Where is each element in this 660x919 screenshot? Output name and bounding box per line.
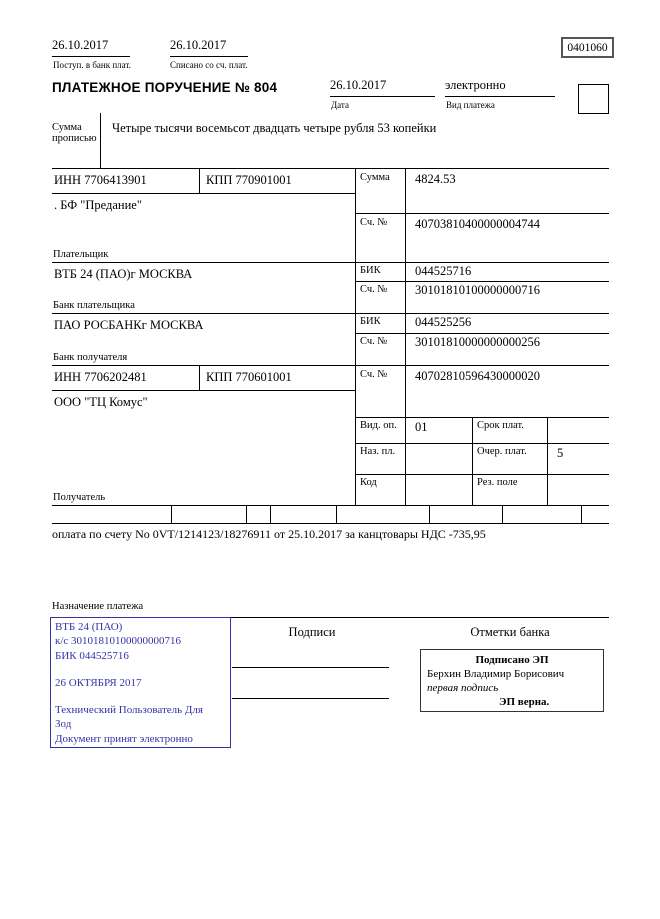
payer-account-value: 40703810400000004744: [415, 217, 540, 231]
op-type-value: 01: [406, 418, 473, 444]
signatures-header: Подписи: [288, 625, 336, 639]
esign-type: первая подпись: [427, 682, 499, 695]
payer-bank-section: [52, 263, 609, 314]
payee-bank-account-label: Сч. №: [356, 334, 406, 365]
payee-bank-name: ПАО РОСБАНКг МОСКВА: [54, 318, 204, 332]
stamp-line: Документ принят электронно: [55, 732, 193, 745]
signature-line-2: [232, 698, 389, 699]
purpose-kind-label: Наз. пл.: [356, 444, 406, 475]
empty-cell: [503, 506, 582, 523]
operation-subtable: [356, 418, 609, 505]
res-field-label: Рез. поле: [473, 475, 548, 505]
payee-bank-bik-value: 044525256: [415, 315, 472, 329]
stamp-line: ВТБ 24 (ПАО): [55, 621, 123, 633]
amount-words-divider: [100, 113, 101, 168]
requisites-strip: [52, 506, 609, 524]
payee-bank-label: Банк получателя: [53, 352, 128, 363]
esign-name: Берхин Владимир Борисович: [427, 668, 565, 681]
stamp-line: Зод: [55, 718, 72, 731]
payer-bank-bik-label: БИК: [356, 263, 406, 281]
stamp-line: 26 ОКТЯБРЯ 2017: [55, 676, 142, 689]
payer-inn: ИНН 7706413901: [52, 169, 200, 193]
payer-bank-name: ВТБ 24 (ПАО)г МОСКВА: [54, 267, 193, 281]
stamp-line: к/с 30101810100000000716: [55, 635, 182, 648]
bank-marks-header: Отметки банка: [470, 625, 550, 639]
esign-box: [420, 649, 604, 712]
payee-section: [52, 366, 609, 506]
payment-type-checkbox: [578, 84, 609, 114]
payer-bank-account-label: Сч. №: [356, 282, 406, 313]
payee-account-label: Сч. №: [356, 366, 406, 417]
debited-date: 26.10.2017: [170, 38, 248, 57]
empty-cell: [582, 506, 609, 523]
payee-bank-section: [52, 314, 609, 366]
payee-name: ООО "ТЦ Комус": [54, 395, 148, 409]
document-title: ПЛАТЕЖНОЕ ПОРУЧЕНИЕ № 804: [52, 80, 278, 95]
payee-label: Получатель: [53, 492, 106, 503]
purpose-kind-value: [406, 444, 473, 475]
payer-account-label: Сч. №: [356, 214, 406, 262]
payer-bank-label: Банк плательщика: [53, 300, 135, 311]
amount-words-label: Сумма прописью: [52, 122, 97, 144]
empty-cell: [271, 506, 337, 523]
payment-type-label: Вид платежа: [446, 100, 495, 110]
empty-cell: [247, 506, 271, 523]
payer-bank-bik-value: 044525716: [415, 264, 472, 278]
stamp-line: Технический Пользователь Для: [55, 704, 203, 717]
code-label: Код: [356, 475, 406, 505]
empty-cell: [430, 506, 503, 523]
priority-value: 5: [548, 444, 609, 475]
purpose-text: оплата по счету No 0VT/1214123/18276911 от 25.10.2017 за канцтовары НДС -735,95: [52, 527, 486, 541]
payer-section: [52, 169, 609, 263]
debited-date-label: Списано со сч. плат.: [170, 60, 248, 70]
payer-kpp: КПП 770901001: [206, 173, 292, 187]
payee-kpp: КПП 770601001: [206, 370, 292, 384]
signature-line-1: [232, 667, 389, 668]
stamp-line: БИК 044525716: [55, 649, 129, 662]
pay-term-label: Срок плат.: [473, 418, 548, 444]
date-label: Дата: [331, 100, 349, 110]
received-date: 26.10.2017: [52, 38, 130, 57]
amount-value: 4824.53: [415, 172, 456, 186]
esign-title: Подписано ЭП: [475, 654, 549, 666]
payee-bank-account-value: 30101810000000000256: [415, 335, 540, 349]
payee-account-value: 40702810596430000020: [415, 369, 540, 383]
op-type-label: Вид. оп.: [356, 418, 406, 444]
received-date-label: Поступ. в банк плат.: [53, 60, 131, 70]
payer-label: Плательщик: [53, 249, 109, 260]
date-value: 26.10.2017: [330, 78, 435, 97]
pay-term-value: [548, 418, 609, 444]
purpose-label: Назначение платежа: [52, 601, 144, 612]
payee-inn: ИНН 7706202481: [52, 366, 200, 390]
payer-name: . БФ "Предание": [54, 198, 142, 212]
payer-bank-account-value: 30101810100000000716: [415, 283, 540, 297]
priority-label: Очер. плат.: [473, 444, 548, 475]
empty-cell: [337, 506, 430, 523]
payee-bank-bik-label: БИК: [356, 314, 406, 333]
amount-words-value: Четыре тысячи восемьсот двадцать четыре рубля 53 копейки: [112, 121, 437, 135]
res-field-value: [548, 475, 609, 505]
code-value: [406, 475, 473, 505]
payment-type-value: электронно: [445, 78, 555, 97]
empty-cell: [52, 506, 172, 523]
esign-verified: ЭП верна.: [499, 696, 550, 709]
empty-cell: [172, 506, 247, 523]
payment-table: [52, 168, 609, 524]
form-code-box: 0401060: [561, 37, 614, 58]
amount-label: Сумма: [356, 169, 406, 213]
bank-stamp-box: [50, 617, 231, 748]
